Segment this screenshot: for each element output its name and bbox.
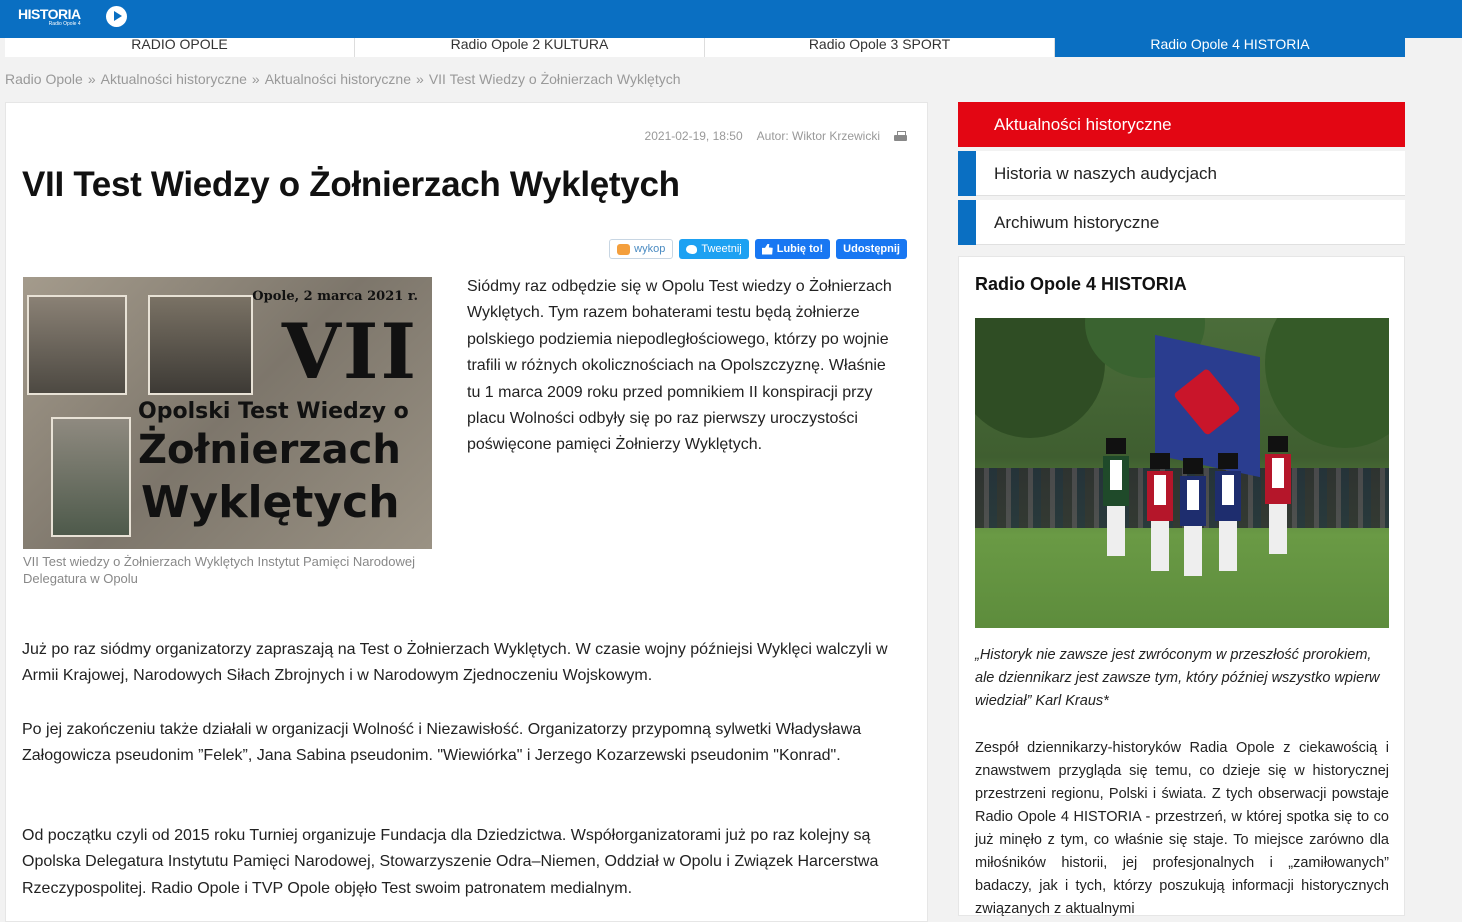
like-label: Lubię to! [776, 243, 824, 255]
soldier-shape [1147, 453, 1173, 578]
article [5, 102, 928, 922]
historia-logo[interactable] [18, 7, 81, 27]
article-lead: Siódmy raz odbędzie się w Opolu Test wiedzy o Żołnierzach Wyklętych. Tym razem bohaterami testu będą żołnierze polskiego podziemia niepodległościowego, którzy po wojnie trafili w różnych okolicznościach na Opolszczyznę. Właśnie tu 1 marca 2009 roku przed pomnikiem II konspiracji przy placu Wolności odbyły się po raz pierwszy uroczystości poświęcone pamięci Żołnierzy Wyklętych. [467, 278, 892, 454]
breadcrumb [5, 71, 681, 87]
article-paragraph: Od początku czyli od 2015 roku Turniej organizuje Fundacja dla Dziedzictwa. Współorganizatorami już po raz kolejny są Opolska Delegatura Instytutu Pamięci Narodowej, Stowarzyszenie Odra–Niemen, Oddział w Opolu i Związek Harcerstwa Rzeczypospolitej. Radio Opole i TVP Opole objęło Test swoim patronatem medialnym. [22, 827, 879, 897]
tab-radio-opole[interactable]: RADIO OPOLE [5, 38, 355, 57]
featured-image[interactable] [23, 277, 432, 549]
facebook-share-button[interactable] [836, 239, 907, 259]
image-numeral-text: VII [281, 307, 418, 396]
parade-photo [975, 318, 1389, 628]
sidebar-item-archiwum[interactable]: Archiwum historyczne [958, 200, 1405, 245]
breadcrumb-separator: » [416, 71, 424, 87]
logo-text: HISTORIA [18, 6, 81, 22]
breadcrumb-item[interactable]: Radio Opole [5, 71, 83, 87]
top-bar [0, 0, 1462, 38]
article-meta [645, 129, 907, 143]
sidebar-box-title: Radio Opole 4 HISTORIA [975, 274, 1187, 294]
breadcrumb-separator: » [87, 71, 96, 87]
article-paragraph: Po jej zakończeniu także działali w organizacji Wolność i Niezawisłość. Organizatorzy przypomną sylwetki Władysława Załogowicza pseudonim ”Felek”, Jana Sabina pseudonim. "Wiewiórka" i Jerzego Kozarzewski pseudonim "Konrad". [22, 721, 862, 765]
image-date-text: Opole, 2 marca 2021 r. [252, 289, 418, 304]
tab-radio-opole-3-sport[interactable]: Radio Opole 3 SPORT [705, 38, 1055, 57]
breadcrumb-item[interactable]: Aktualności historyczne [264, 71, 412, 87]
share-buttons [609, 239, 907, 259]
article-paragraph: Już po raz siódmy organizatorzy zapraszają na Test o Żołnierzach Wyklętych. W czasie wojny późniejsi Wyklęci walczyli w Armii Krajowej, Narodowych Siłach Zbrojnych i w Narodowym Zjednoczeniu Wojskowym. [22, 641, 888, 685]
wykop-icon [617, 244, 630, 255]
tab-radio-opole-4-historia[interactable]: Radio Opole 4 HISTORIA [1055, 38, 1405, 57]
sidebar-description: Zespół dziennikarzy-historyków Radia Opole z ciekawością i znawstwem przygląda się temu, co dzieje się w historycznej przestrzeni regionu, Polski i świata. Z tych obserwacji powstaje Radio Opole 4 HISTORIA - przestrzeń, w której spotka się to co już minęło z tym, co właśnie się staje. To miejsce zarówno dla miłośników historii, jej profesjonalnych i „zamiłowanych” badaczy, jak i tych, którzy poszukują informacji historycznych związanych z aktualnymi [975, 740, 1389, 917]
article-title: VII Test Wiedzy o Żołnierzach Wyklętych [22, 165, 680, 204]
sidebar-item-aktualnosci[interactable]: Aktualności historyczne [958, 102, 1405, 147]
soldier-shape [1180, 458, 1206, 583]
wykop-button[interactable] [609, 239, 673, 259]
share-label: Udostępnij [843, 243, 900, 255]
sidebar-nav [958, 102, 1405, 249]
facebook-like-button[interactable] [755, 239, 830, 259]
facebook-like-icon [762, 244, 773, 255]
logo-subtext: Radio Opole 4 [48, 21, 81, 27]
portrait-photo [148, 295, 253, 395]
tree-shape [975, 318, 1105, 438]
portrait-photo [51, 417, 131, 537]
image-line2-text: Żołnierzach [138, 427, 401, 473]
tweet-label: Tweetnij [701, 243, 742, 255]
article-author: Autor: Wiktor Krzewicki [756, 129, 880, 143]
print-icon[interactable] [894, 131, 907, 142]
tab-radio-opole-2-kultura[interactable]: Radio Opole 2 KULTURA [355, 38, 705, 57]
portrait-photo [27, 295, 127, 395]
soldier-shape [1103, 438, 1129, 563]
station-tabs [5, 38, 1405, 57]
sidebar-quote: „Historyk nie zawsze jest zwróconym w przeszłość prorokiem, ale dziennikarz jest zawsze tym, który później wszystko wpierw wiedział” Karl Kraus* [975, 647, 1380, 709]
breadcrumb-item[interactable]: Aktualności historyczne [100, 71, 247, 87]
soldier-shape [1265, 436, 1291, 561]
image-line1-text: Opolski Test Wiedzy o [138, 399, 409, 424]
sidebar-info-box [958, 256, 1405, 916]
image-caption: VII Test wiedzy o Żołnierzach Wyklętych Instytut Pamięci Narodowej Delegatura w Opolu [23, 554, 415, 586]
breadcrumb-separator: » [251, 71, 260, 87]
image-line3-text: Wyklętych [141, 477, 400, 528]
tweet-button[interactable] [679, 239, 748, 259]
article-date: 2021-02-19, 18:50 [644, 129, 743, 143]
tree-shape [1265, 318, 1389, 448]
wykop-label: wykop [634, 243, 666, 255]
sidebar-item-historia-w-audycjach[interactable]: Historia w naszych audycjach [958, 151, 1405, 196]
breadcrumb-current: VII Test Wiedzy o Żołnierzach Wyklętych [428, 71, 681, 87]
soldier-shape [1215, 453, 1241, 578]
play-icon[interactable] [106, 6, 127, 27]
twitter-icon [686, 245, 697, 254]
